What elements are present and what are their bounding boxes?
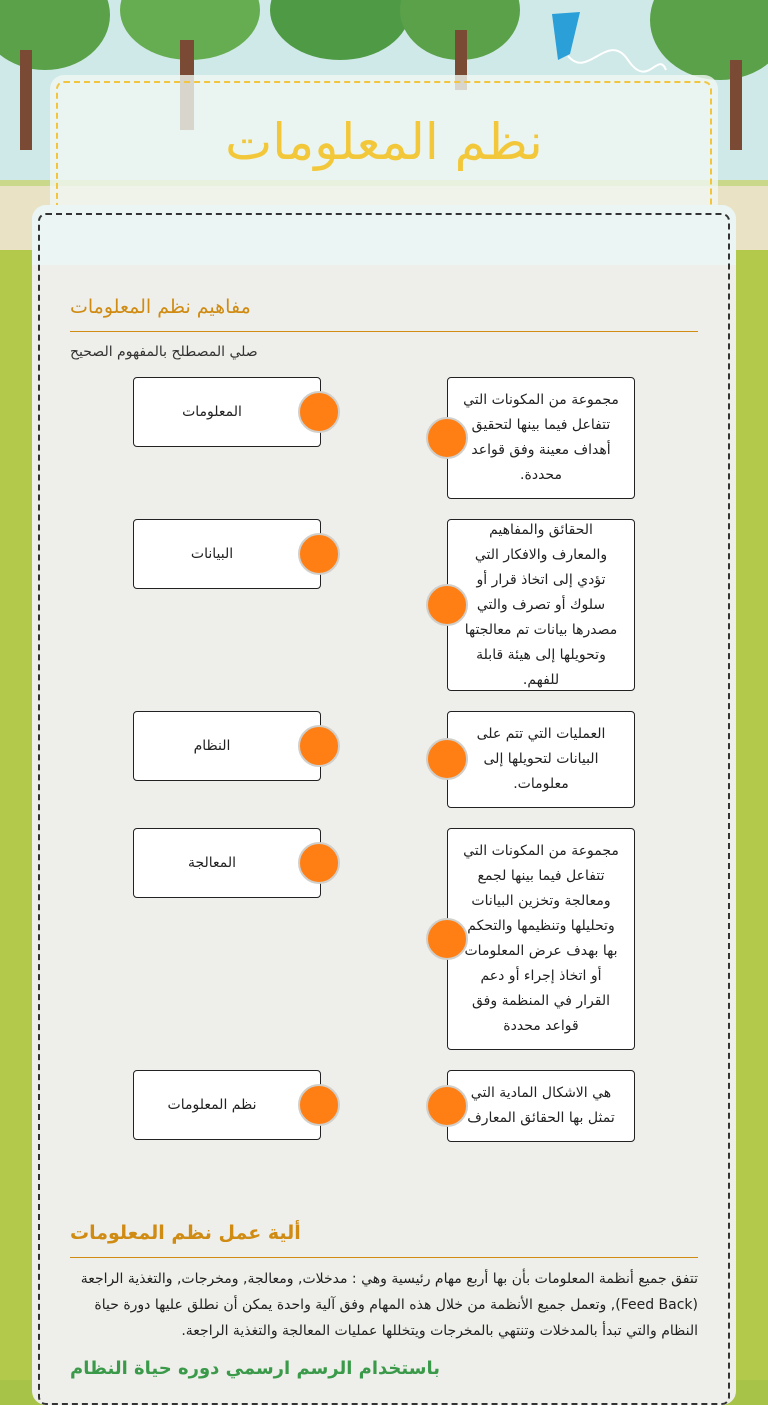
section-divider [70,331,698,332]
section-title-concepts: مفاهيم نظم المعلومات [70,296,251,318]
definition-text: هي الاشكال المادية التي تمثل بها الحقائق المعارف [467,1085,615,1126]
definition-text: الحقائق والمفاهيم والمعارف والافكار التي تؤدي إلى اتخاذ قرار أو سلوك أو تصرف والتي مصدرها بيانات تم معالجتها وتحويلها إلى هيئة قابلة للفهم. [464,521,618,688]
match-handle-term[interactable] [298,391,340,433]
term-box[interactable] [133,377,321,447]
mechanism-paragraph: تتفق جميع أنظمة المعلومات بأن بها أربع مهام رئيسية وهي : مدخلات, ومعالجة, ومخرجات, والتغذية الراجعة (Feed Back), وتعمل جميع الأنظمة من خلال هذه المهام وفق آلية واحدة يمكن أن نطلق عليها دورة حياة النظام والتي تبدأ بالمدخلات وتنتهي بالمخرجات ويتخللها عمليات المعالجة والتغذية الراجعة. [80,1271,698,1339]
term-label: النظام [193,738,231,754]
title-card [50,75,718,225]
section-divider [70,1257,698,1258]
definition-box[interactable] [447,1070,635,1142]
term-label: البيانات [190,546,234,562]
term-label: نظم المعلومات [167,1097,257,1113]
match-handle-term[interactable] [298,533,340,575]
match-handle-definition[interactable] [426,738,468,780]
definition-text: مجموعة من المكونات التي تتفاعل فيما بينها لتحقيق أهداف معينة وفق قواعد محددة. [463,392,619,483]
match-handle-term[interactable] [298,725,340,767]
instruction-text: صلي المصطلح بالمفهوم الصحيح [70,344,258,360]
definition-box[interactable] [447,519,635,691]
page-title: نظم المعلومات [225,113,543,171]
match-handle-definition[interactable] [426,1085,468,1127]
definition-text: مجموعة من المكونات التي تتفاعل فيما بينها لجمع ومعالجة وتخزين البيانات وتحليلها وتنظيمها والتحكم بها بهدف عرض المعلومات أو اتخاذ إجراء أو دعم القرار في المنظمة وفق قواعد محددة [463,843,619,1034]
match-handle-term[interactable] [298,842,340,884]
drawing-instruction: باستخدام الرسم ارسمي دوره حياة النظام [70,1358,440,1379]
term-box[interactable] [133,1070,321,1140]
term-box[interactable] [133,828,321,898]
term-label: المعالجة [187,855,237,871]
definition-text: العمليات التي تتم على البيانات لتحويلها إلى معلومات. [476,726,606,792]
match-handle-term[interactable] [298,1084,340,1126]
definition-box[interactable] [447,711,635,808]
definition-box[interactable] [447,377,635,499]
term-box[interactable] [133,711,321,781]
section-title-mechanism: ألية عمل نظم المعلومات [70,1222,301,1244]
match-handle-definition[interactable] [426,918,468,960]
match-handle-definition[interactable] [426,417,468,459]
kite-icon [548,10,668,80]
term-box[interactable] [133,519,321,589]
term-label: المعلومات [182,404,242,420]
match-handle-definition[interactable] [426,584,468,626]
definition-box[interactable] [447,828,635,1050]
